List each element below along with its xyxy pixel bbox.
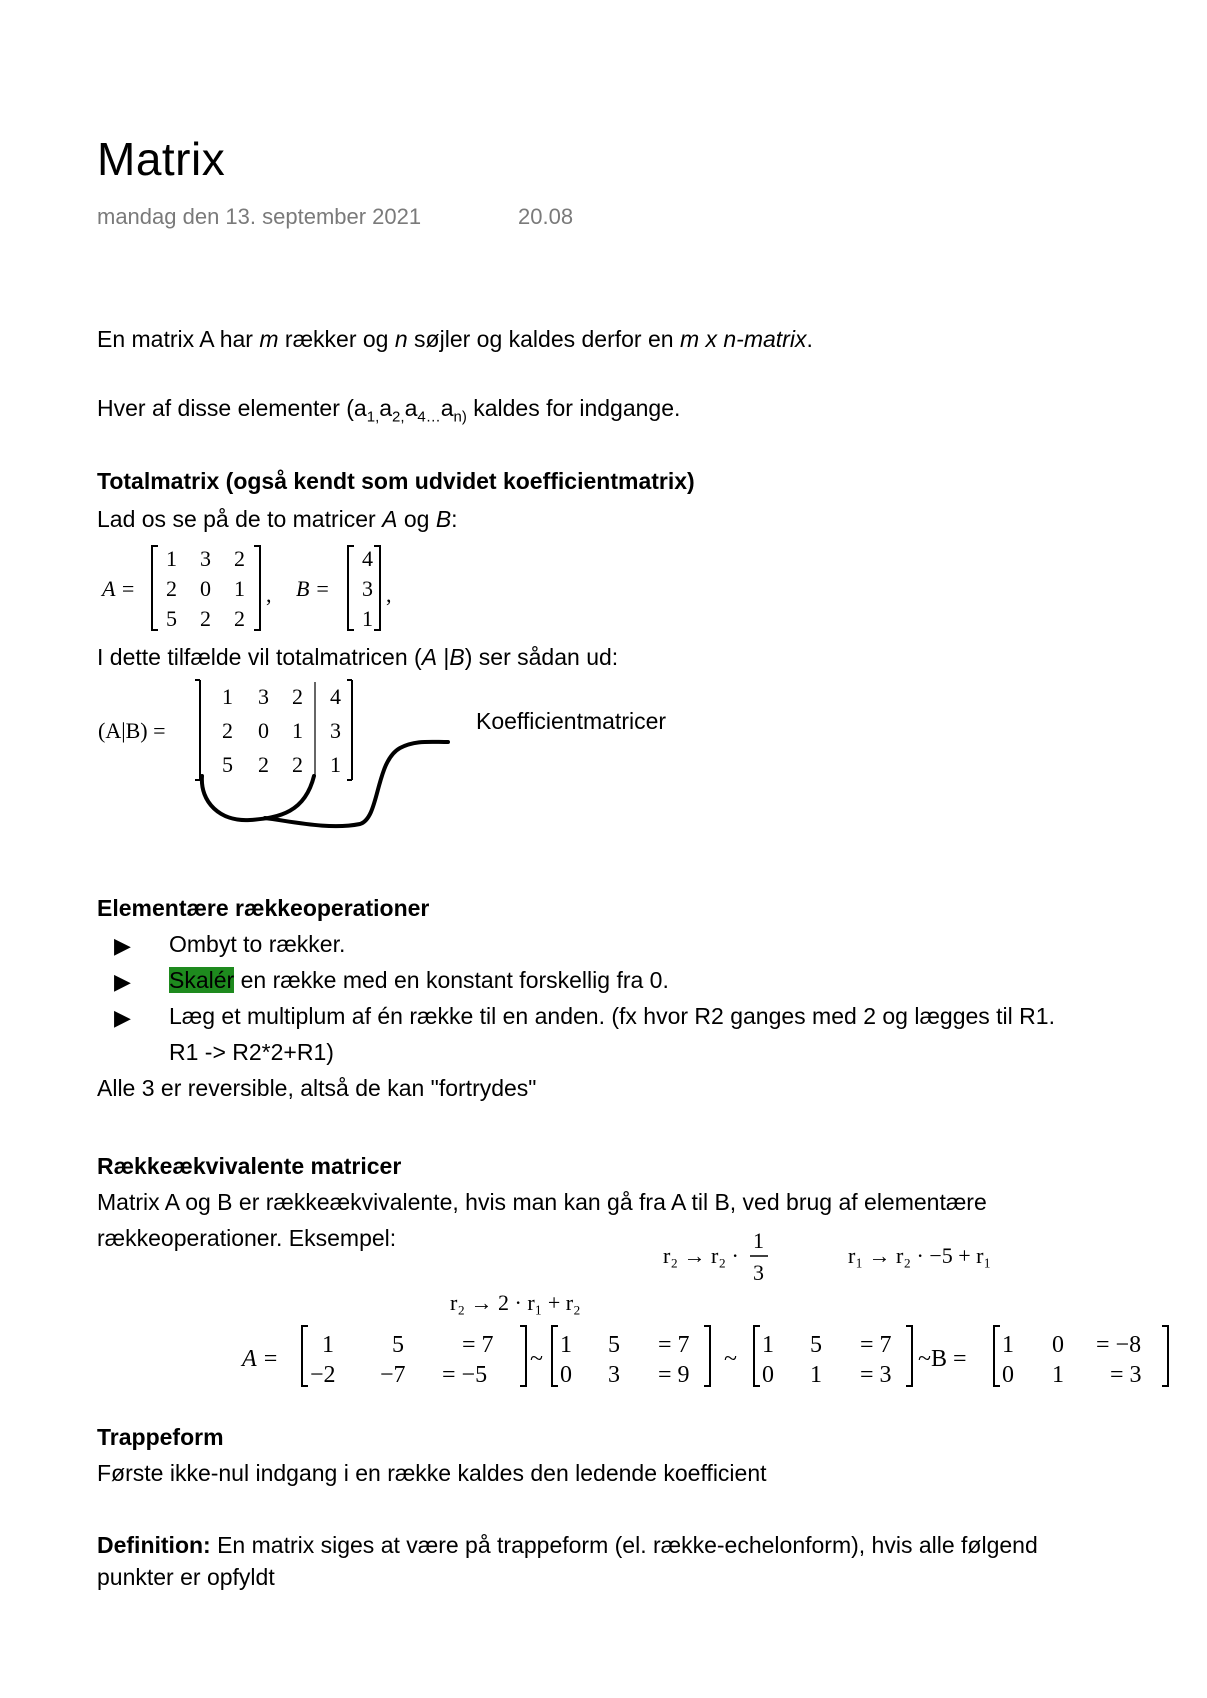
fraction-numerator: 1 (753, 1228, 764, 1253)
aug-cell: 2 (292, 752, 303, 777)
aug-cell: 2 (258, 752, 269, 777)
tilde: ~ (530, 1346, 543, 1372)
m1-cell: 5 (392, 1332, 404, 1358)
aug-cell: 2 (292, 684, 303, 709)
heading-equivalent: Rækkeækvivalente matricer (97, 1153, 402, 1179)
augmented-matrix-figure (90, 672, 730, 842)
b-cell: 4 (362, 546, 373, 571)
heading-trappeform: Trappeform (97, 1424, 224, 1450)
m4-cell: 0 (1002, 1362, 1014, 1388)
fraction-denominator: 3 (753, 1260, 764, 1285)
m1-cell: 1 (322, 1332, 334, 1358)
bracket-right (520, 1326, 526, 1386)
m1-cell: = 7 (462, 1332, 494, 1358)
aug-cell: 0 (258, 718, 269, 743)
matrix-a-b-equation (90, 540, 430, 636)
bracket-left (152, 546, 158, 630)
bracket-left (302, 1326, 308, 1386)
comma: , (386, 582, 392, 607)
elements-paragraph: Hver af disse elementer ($a_{1,}a_{2,}a_{4\dots}a_{n)}$ kaldes for indgange. (97, 395, 681, 426)
aug-cell: 2 (222, 718, 233, 743)
aug-cell: 4 (330, 684, 341, 709)
clipped-continuation: punkter er opfyldt (97, 1564, 275, 1590)
rowop-item: Ombyt to rækker. (169, 931, 346, 957)
aug-cell: 3 (258, 684, 269, 709)
bullet-icon: ▶ (114, 1005, 131, 1030)
rowop-item-continuation: R1 -> R2*2+R1) (169, 1039, 334, 1065)
bracket-left (348, 546, 354, 630)
a-cell: 1 (234, 576, 245, 601)
aug-cell: 1 (222, 684, 233, 709)
m2-cell: 3 (608, 1362, 620, 1388)
bracket-right (704, 1326, 710, 1386)
m3-cell: = 7 (860, 1332, 892, 1358)
m3-cell: 0 (762, 1362, 774, 1388)
annotation-label: Koefficientmatricer (476, 708, 667, 734)
page-title: Matrix (97, 133, 226, 185)
m2-cell: 5 (608, 1332, 620, 1358)
heading-totalmatrix: Totalmatrix (også kendt som udvidet koefficientmatrix) (97, 468, 695, 494)
rowops-note: Alle 3 er reversible, altså de kan "fortrydes" (97, 1075, 537, 1101)
a-cell: 5 (166, 606, 177, 631)
a-cell: 1 (166, 546, 177, 571)
bracket-right (906, 1326, 912, 1386)
handdrawn-brace-curve (202, 776, 314, 820)
bracket-left (552, 1326, 558, 1386)
op-combine-r2: r₂ → 2 · r₁ + r₂ (450, 1290, 581, 1315)
chain-a-label: A = (242, 1346, 279, 1372)
m3-cell: 1 (762, 1332, 774, 1358)
m4-cell: = −8 (1096, 1332, 1142, 1358)
aug-cell: 3 (330, 718, 341, 743)
m1-cell: = −5 (442, 1362, 488, 1388)
m3-cell: = 3 (860, 1362, 892, 1388)
m1-cell: −7 (380, 1362, 406, 1388)
rowop-item: Læg et multiplum af én række til en anden. (fx hvor R2 ganges med 2 og lægges til R1. (169, 1003, 1055, 1029)
m4-cell: = 3 (1110, 1362, 1142, 1388)
m2-cell: = 9 (658, 1362, 690, 1388)
m4-cell: 1 (1002, 1332, 1014, 1358)
a-cell: 2 (234, 546, 245, 571)
heading-rowops: Elementære rækkeoperationer (97, 895, 430, 921)
m2-cell: 1 (560, 1332, 572, 1358)
bracket-left (754, 1326, 760, 1386)
row-equivalence-chain (230, 1318, 1190, 1394)
bracket-left (994, 1326, 1000, 1386)
bullet-icon: ▶ (114, 933, 131, 958)
op-combine-r1: r₁ → r₂ · −5 + r₁ (848, 1243, 992, 1268)
fraction-one-third (748, 1228, 772, 1288)
m4-cell: 0 (1052, 1332, 1064, 1358)
a-cell: 3 (200, 546, 211, 571)
rowop-item: Skalér en række med en konstant forskellig fra 0. (169, 967, 669, 993)
augmented-label: (A|B) = (98, 718, 166, 743)
matrix-b-label: B = (296, 576, 330, 601)
b-cell: 3 (362, 576, 373, 601)
comma: , (266, 582, 272, 607)
matrix-a-label: A = (102, 576, 136, 601)
aug-cell: 1 (330, 752, 341, 777)
m1-cell: −2 (310, 1362, 336, 1388)
bracket-right (254, 546, 260, 630)
a-cell: 0 (200, 576, 211, 601)
highlighted-word: Skalér (169, 967, 235, 993)
page-date: mandag den 13. september 2021 (97, 204, 422, 229)
bracket-right (374, 546, 380, 630)
equiv-line1: Matrix A og B er rækkeækvivalente, hvis man kan gå fra A til B, ved brug af elementære (97, 1189, 987, 1215)
definition-line: Definition: En matrix siges at være på trappeform (el. række-echelonform), hvis alle følgend (97, 1532, 1038, 1558)
a-cell: 2 (234, 606, 245, 631)
page-time: 20.08 (518, 204, 574, 229)
totalmatrix-line1: Lad os se på de to matricer A og B: (97, 506, 458, 532)
m2-cell: 0 (560, 1362, 572, 1388)
intro-paragraph: En matrix A har m rækker og n søjler og kaldes derfor en m x n-matrix. (97, 326, 813, 352)
a-cell: 2 (200, 606, 211, 631)
bracket-right (347, 680, 352, 780)
a-cell: 2 (166, 576, 177, 601)
m4-cell: 1 (1052, 1362, 1064, 1388)
op-scale: r₂ → r₂ · (663, 1243, 739, 1268)
totalmatrix-line2: I dette tilfælde vil totalmatricen (A |B) ser sådan ud: (97, 644, 619, 670)
aug-cell: 1 (292, 718, 303, 743)
bracket-right (1162, 1326, 1168, 1386)
m3-cell: 5 (810, 1332, 822, 1358)
chain-b-label: ~B = (918, 1346, 967, 1372)
m3-cell: 1 (810, 1362, 822, 1388)
equiv-line2: rækkeoperationer. Eksempel: (97, 1225, 397, 1251)
aug-cell: 5 (222, 752, 233, 777)
bullet-icon: ▶ (114, 969, 131, 994)
tilde: ~ (724, 1346, 737, 1372)
b-cell: 1 (362, 606, 373, 631)
trappeform-line: Første ikke-nul indgang i en række kaldes den ledende koefficient (97, 1460, 767, 1486)
m2-cell: = 7 (658, 1332, 690, 1358)
